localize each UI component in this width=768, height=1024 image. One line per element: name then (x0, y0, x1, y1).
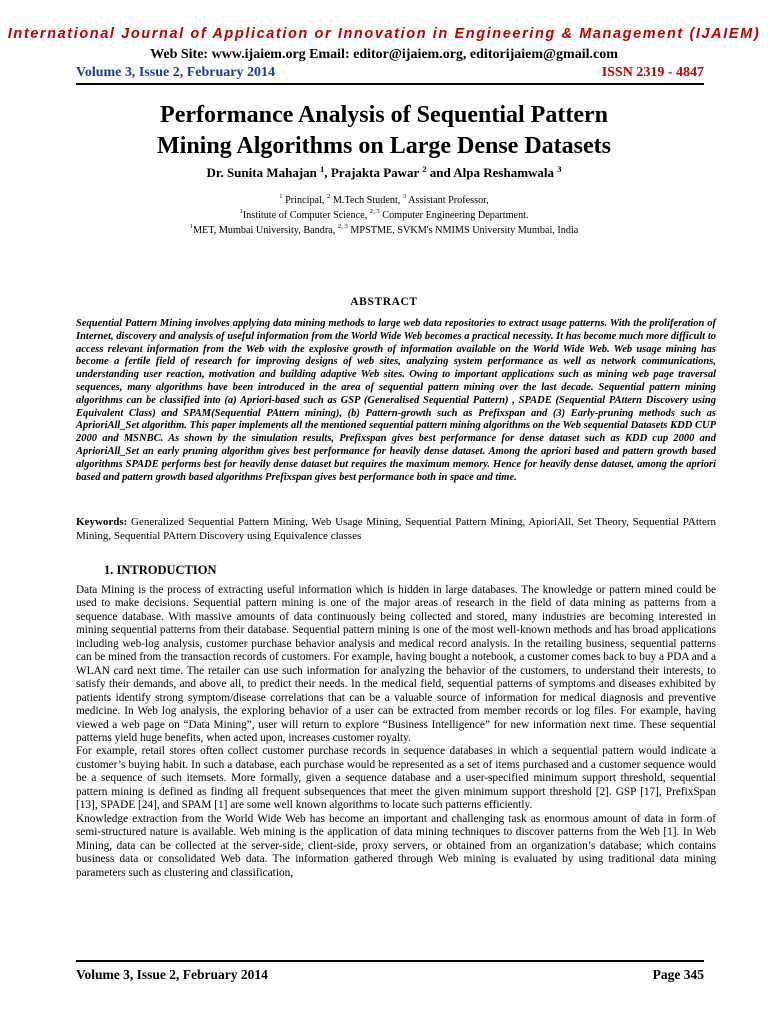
paper-title (0, 100, 768, 162)
affiliation-text: M.Tech Student, (330, 195, 403, 206)
author-list (0, 164, 768, 181)
header-volume: Volume 3, Issue 2, February 2014 (76, 65, 275, 80)
author-name: Dr. Sunita Mahajan (206, 165, 321, 180)
journal-title: International Journal of Application or Innovation in Engineering & Management (IJAIEM) (7, 26, 761, 42)
author-index: 1 (320, 164, 325, 174)
author-name: , Prajakta Pawar (324, 165, 423, 180)
affiliation-index: 3 (402, 193, 407, 200)
affiliation-index: 2, 3 (337, 223, 348, 230)
affiliation-text: Institute of Computer Science, (242, 210, 370, 221)
header-divider (76, 83, 704, 85)
keywords-label: Keywords: (76, 516, 128, 528)
affiliation-index: 1 (189, 223, 193, 230)
author-name: and Alpa Reshamwala (426, 165, 558, 180)
footer-divider (76, 960, 704, 962)
affiliation-text: Computer Engineering Department. (379, 210, 529, 221)
footer-volume: Volume 3, Issue 2, February 2014 (76, 967, 268, 982)
author-index: 2 (422, 164, 427, 174)
keywords-text: Generalized Sequential Pattern Mining, Web Usage Mining, Sequential Pattern Mining, ApioriAll, Set Theory, Sequential PAttern Mining, Sequential PAttern Discovery using Equivalence classes (76, 516, 716, 542)
affiliation-line (0, 220, 768, 237)
affiliation-text: Assistant Professor, (406, 195, 489, 206)
paragraph: Data Mining is the process of extracting useful information which is hidden in large databases. The knowledge or pattern mined could be used to make decisions. Sequential pattern mining is one of the major areas of research in the field of data mining as patterns from a sequence database. With massive amounts of data continuously being collected and stored, many industries are becoming interested in mining sequential patterns from their database. Sequential pattern mining is one of the most well-known methods and has broad applications including web-log analysis, customer purchase behavior analysis and medical record analysis. In the retailing business, sequential patterns can be mined from the transaction records of customers. For example, having bought a notebook, a customer comes back to buy a PDA and a WLAN card next time. The retailer can use such information for analyzing the behavior of the customers, to understand their interests, to satisfy their demands, and above all, to predict their needs. In the medical field, sequential patterns of symptoms and diseases exhibited by patients identify strong symptom/disease correlations that can be a valuable source of information for medical diagnosis and preventive medicine. In Web log analysis, the exploring behavior of a user can be extracted from member records or log files. For example, having viewed a web page on “Data Mining”, user will return to explore “Business Intelligence” for new information next time. These sequential patterns yield huge benefits, when acted upon, increases customer royalty. (76, 584, 716, 744)
paragraph: For example, retail stores often collect customer purchase records in sequence databases in which a sequential pattern would indicate a customer’s buying habit. In such a database, each purchase would be represented as a set of items purchased and a customer sequence would be a sequence of such itemsets. More formally, given a sequence database and a user-specified minimum support threshold, sequential pattern mining is defined as finding all frequent subsequences that meet the given minimum support threshold [2]. GSP [17], PrefixSpan [13], SPADE [24], and SPAM [1] are some well known algorithms to locate such patterns efficiently. (76, 745, 716, 812)
abstract-body: Sequential Pattern Mining involves applying data mining methods to large web data repositories to extract usage patterns. With the proliferation of Internet, discovery and analysis of useful information from the World Wide Web becomes a practical necessity. It has become much more difficult to access relevant information from the Web with the explosive growth of information available on the World Wide Web. Web usage mining has become a fertile field of research for improving designs of web sites, analyzing system performance as well as network communications, understanding user reaction, motivation and building adaptive Web sites. Owing to important applications such as mining web page traversal sequences, many algorithms have been introduced in the area of sequential pattern mining over the last decade. Sequential pattern mining algorithms can be classified into (a) Apriori-based such as GSP (Generalised Sequential Pattern) , SPADE (Sequential PAttern Discovery using Equivalent Class) and SPAM(Sequential PAttern mining), (b) Pattern-growth such as Prefixspan and (3) Early-pruning methods such as AprioriAll_Set algorithm. This paper implements all the mentioned sequential pattern mining algorithms on the Web sequential Datasets KDD CUP 2000 and MSNBC. As shown by the simulation results, Prefixspan gives best performance for dense dataset such as KDD cup 2000 and AprioriAll_Set an early pruning algorithm gives best performance for heavily dense dataset. Among the apriori based and pattern growth based algorithms SPADE performs best for heavily dense dataset but requires the maximum memory. Hence for heavily dense dataset, among the apriori based and pattern growth based algorithms Prefixspan gives best performance both in space and time. (76, 318, 716, 483)
introduction-body (76, 584, 716, 880)
author-index: 3 (557, 164, 562, 174)
affiliation-index: 1 (279, 193, 283, 200)
paragraph: Knowledge extraction from the World Wide Web has become an important and challenging task as enormous amount of data in form of semi-structured nature is available. Web mining is the application of data mining techniques to discover patterns from the Web [1]. In Web Mining, data can be collected at the server-side, client-side, proxy servers, or obtained from an organization’s database; which contains business data or consolidated Web data. The information gathered through Web mining is evaluated by using traditional data mining parameters such as clustering and classification, (76, 812, 716, 879)
keywords (76, 516, 716, 543)
page-number: Page 345 (652, 967, 704, 982)
header-issn: ISSN 2319 - 4847 (601, 65, 704, 80)
affiliation-index: 2 (327, 193, 331, 200)
section-heading-introduction: 1. INTRODUCTION (104, 563, 217, 577)
abstract-heading: ABSTRACT (350, 296, 418, 308)
affiliation-text: MPSTME, SVKM's NMIMS University Mumbai, India (347, 225, 579, 236)
paper-title-line-1: Performance Analysis of Sequential Pattern (160, 102, 608, 128)
affiliation-text: MET, Mumbai University, Bandra, (192, 225, 338, 236)
affiliation-index: 1 (239, 208, 243, 215)
affiliation-index: 2, 3 (369, 208, 380, 215)
journal-website-line: Web Site: www.ijaiem.org Email: editor@ijaiem.org, editorijaiem@gmail.com (150, 47, 618, 62)
affiliation-text: Principal, (282, 195, 327, 206)
paper-title-line-2: Mining Algorithms on Large Dense Datasets (157, 133, 611, 159)
